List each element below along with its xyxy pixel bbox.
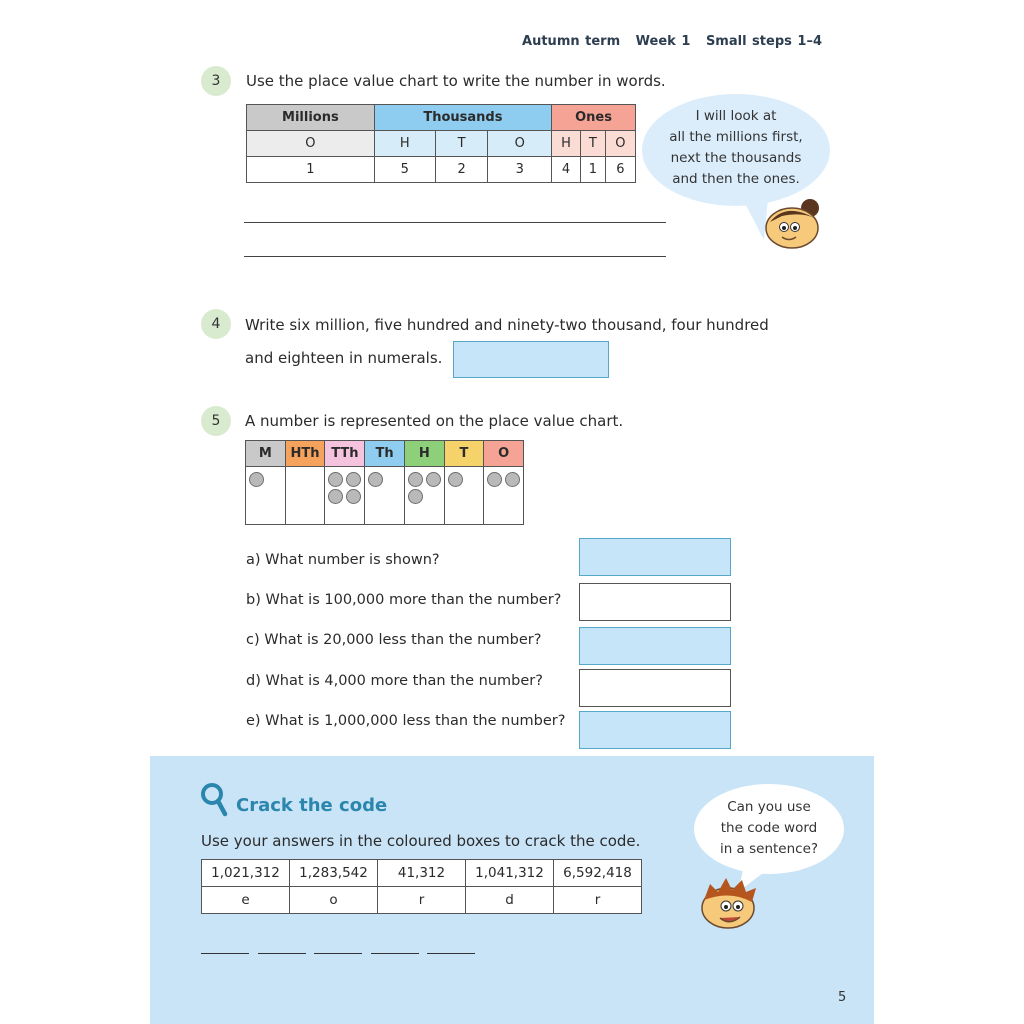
counter-dot — [448, 472, 463, 487]
digit-cell: 1 — [580, 157, 605, 183]
code-blank-2[interactable] — [258, 953, 306, 954]
girl-character-icon — [762, 196, 826, 252]
sub-header: T — [580, 131, 605, 157]
page-number: 5 — [838, 990, 847, 1005]
counter-cell-t — [444, 467, 484, 525]
code-blank-3[interactable] — [314, 953, 362, 954]
digit-cell: 3 — [488, 157, 552, 183]
code-letter: o — [290, 887, 378, 914]
steps-label: Small steps 1–4 — [705, 34, 822, 49]
question-4-line-1: Write six million, five hundred and ninety-two thousand, four hundred — [245, 316, 769, 334]
code-number: 1,283,542 — [290, 860, 378, 887]
code-blank-4[interactable] — [371, 953, 419, 954]
question-5-number: 5 — [201, 406, 231, 436]
bubble-line: and then the ones. — [672, 171, 800, 187]
code-number: 1,021,312 — [202, 860, 290, 887]
column-header-o: O — [484, 441, 524, 467]
bubble-line: all the millions first, — [669, 129, 803, 145]
sub-header: O — [488, 131, 552, 157]
digit-cell: 4 — [552, 157, 581, 183]
code-number: 1,041,312 — [466, 860, 554, 887]
counter-dot — [346, 472, 361, 487]
header-thousands: Thousands — [374, 105, 551, 131]
code-blank-1[interactable] — [201, 953, 249, 954]
column-header-tth: TTh — [325, 441, 365, 467]
code-blank-5[interactable] — [427, 953, 475, 954]
counter-dot — [487, 472, 502, 487]
q5c-answer-box[interactable] — [579, 627, 731, 665]
crack-the-code-title: Crack the code — [236, 795, 388, 816]
counter-dot — [346, 489, 361, 504]
question-5c: c) What is 20,000 less than the number? — [246, 632, 542, 648]
sub-header: H — [552, 131, 581, 157]
code-letter: d — [466, 887, 554, 914]
digit-cell: 5 — [374, 157, 435, 183]
counter-place-value-chart — [245, 440, 524, 525]
question-4-number: 4 — [201, 309, 231, 339]
digit-cell: 1 — [247, 157, 375, 183]
column-header-hth: HTh — [285, 441, 325, 467]
magnifying-glass-icon — [200, 782, 230, 818]
column-header-h: H — [404, 441, 444, 467]
q5d-answer-box[interactable] — [579, 669, 731, 707]
q5a-answer-box[interactable] — [579, 538, 731, 576]
code-table — [201, 859, 642, 914]
counter-dot — [408, 472, 423, 487]
counter-dot — [328, 489, 343, 504]
sub-header: O — [605, 131, 635, 157]
counter-dot — [249, 472, 264, 487]
question-3-text: Use the place value chart to write the number in words. — [246, 72, 666, 90]
question-5-text: A number is represented on the place value chart. — [245, 412, 624, 430]
counter-dot — [505, 472, 520, 487]
code-letter: r — [378, 887, 466, 914]
column-header-t: T — [444, 441, 484, 467]
counter-dot — [368, 472, 383, 487]
q5e-answer-box[interactable] — [579, 711, 731, 749]
column-header-th: Th — [365, 441, 405, 467]
question-5a: a) What number is shown? — [246, 552, 440, 568]
digit-cell: 6 — [605, 157, 635, 183]
code-letter: e — [202, 887, 290, 914]
code-letter: r — [554, 887, 642, 914]
speech-bubble-boy — [694, 784, 844, 874]
code-number: 41,312 — [378, 860, 466, 887]
counter-dot — [408, 489, 423, 504]
counter-dot — [426, 472, 441, 487]
bubble-line: Can you use — [727, 799, 811, 815]
question-4-line-2: and eighteen in numerals. — [245, 349, 443, 367]
bubble-line: next the thousands — [670, 150, 802, 166]
counter-cell-o — [484, 467, 524, 525]
bubble-line: I will look at — [695, 108, 777, 124]
counter-cell-th — [365, 467, 405, 525]
q4-answer-box[interactable] — [453, 341, 609, 378]
speech-bubble-girl — [642, 94, 830, 206]
page-header — [512, 34, 822, 49]
code-number: 6,592,418 — [554, 860, 642, 887]
q5b-answer-box[interactable] — [579, 583, 731, 621]
header-millions: Millions — [247, 105, 375, 131]
counter-cell-h — [404, 467, 444, 525]
answer-line-2[interactable] — [244, 256, 666, 257]
question-5d: d) What is 4,000 more than the number? — [246, 673, 543, 689]
sub-header: O — [247, 131, 375, 157]
week-label: Week 1 — [635, 34, 691, 49]
counter-cell-hth — [285, 467, 325, 525]
sub-header: T — [435, 131, 488, 157]
digit-cell: 2 — [435, 157, 488, 183]
boy-character-icon — [696, 874, 762, 932]
question-3-number: 3 — [201, 66, 231, 96]
column-header-m: M — [246, 441, 286, 467]
place-value-table — [246, 104, 636, 183]
counter-cell-m — [246, 467, 286, 525]
crack-instruction: Use your answers in the coloured boxes to crack the code. — [201, 832, 641, 850]
sub-header: H — [374, 131, 435, 157]
question-5e: e) What is 1,000,000 less than the number? — [246, 713, 566, 729]
counter-cell-tth — [325, 467, 365, 525]
answer-line-1[interactable] — [244, 222, 666, 223]
question-5b: b) What is 100,000 more than the number? — [246, 592, 562, 608]
counter-dot — [328, 472, 343, 487]
bubble-line: the code word — [720, 820, 818, 836]
bubble-line: in a sentence? — [719, 841, 819, 857]
header-ones: Ones — [552, 105, 636, 131]
term-label: Autumn term — [522, 34, 621, 49]
